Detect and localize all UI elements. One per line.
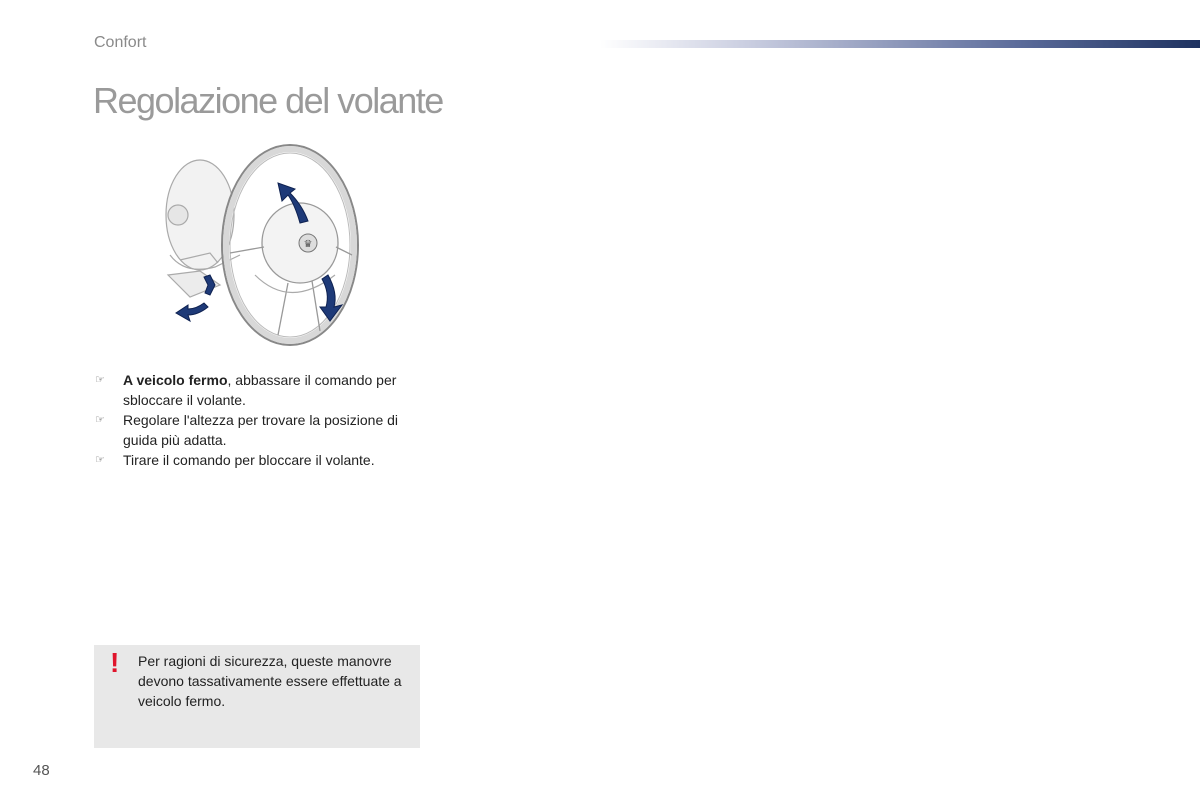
pointing-hand-icon: ☞ [95,454,105,466]
page-title: Regolazione del volante [93,80,443,121]
steering-wheel-adjustment-icon [160,135,375,355]
steering-wheel-illustration [160,135,375,355]
list-item [95,370,425,410]
pointing-hand-icon: ☞ [95,414,105,426]
step-text: Regolare l'altezza per trovare la posizione di guida più adatta. [123,412,399,448]
svg-text:♛: ♛ [303,239,313,250]
header-gradient-bar [600,40,1200,48]
instruction-list [95,370,425,470]
warning-text: Per ragioni di sicurezza, queste manovre devono tassativamente essere effettuate a veicolo fermo. [138,653,402,709]
warning-box [94,645,420,748]
step-text: Tirare il comando per bloccare il volante. [123,452,375,468]
section-title: Confort [94,34,147,51]
exclamation-icon: ! [110,647,120,678]
step-bold-text: A veicolo fermo [123,372,228,388]
list-item [95,450,425,470]
list-item [95,410,425,450]
pointing-hand-icon: ☞ [95,374,105,386]
step-text: , abbassare il comando per sbloccare il volante. [123,372,397,408]
page-number: 48 [33,762,50,779]
